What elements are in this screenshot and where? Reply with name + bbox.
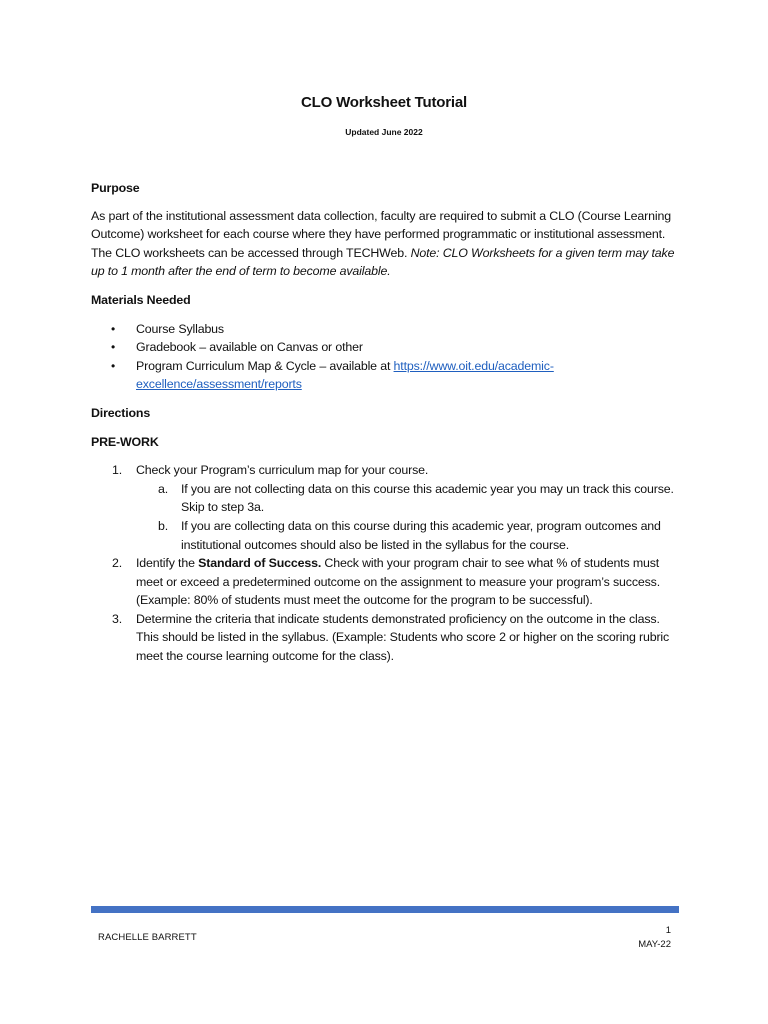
purpose-note: Note: CLO Worksheets for a given term may take up to 1 month after the end of term to become available. <box>91 245 675 279</box>
step-item <box>91 554 681 610</box>
bullet-icon: • <box>111 358 116 373</box>
step-number: 1. <box>112 463 123 478</box>
list-item <box>91 320 681 339</box>
document-title: CLO Worksheet Tutorial <box>301 94 467 111</box>
bullet-icon: • <box>111 340 116 355</box>
standard-of-success-term: Standard of Success. <box>198 556 322 571</box>
substep-letter: b. <box>158 518 169 533</box>
step-number: 3. <box>112 611 123 626</box>
footer-author: RACHELLE BARRETT <box>98 932 197 943</box>
list-item <box>91 357 681 394</box>
directions-heading: Directions <box>91 405 151 420</box>
step-text: Check your Program’s curriculum map for your course. <box>136 463 429 478</box>
purpose-heading: Purpose <box>91 181 140 195</box>
substep-text: If you are collecting data on this course during this academic year, program outcomes and institutional outcomes should also be listed in the syllabus for the course. <box>181 518 661 552</box>
prework-heading: PRE-WORK <box>91 434 159 449</box>
footer-rule <box>91 906 679 913</box>
purpose-paragraph <box>91 207 681 281</box>
steps-list <box>91 461 681 666</box>
material-label: Course Syllabus <box>136 321 224 336</box>
material-label: Program Curriculum Map & Cycle – available at <box>136 358 394 373</box>
step-text-after: Check with your program chair to see what % of students must meet or exceed a predetermined outcome on the assignment to measure your program’s success. (Example: 80% of students must meet the outcome for the program to be successful). <box>136 556 661 608</box>
footer-page-number: 1 <box>665 925 671 936</box>
step-text-before: Identify the <box>136 556 199 571</box>
material-label: Gradebook – available on Canvas or other <box>136 340 363 355</box>
list-item <box>91 338 681 357</box>
footer-date: MAY-22 <box>638 939 671 950</box>
substeps-list <box>136 480 681 554</box>
substep-item <box>91 517 681 554</box>
step-item <box>91 461 681 554</box>
document-body <box>91 179 681 666</box>
updated-date: Updated June 2022 <box>345 127 423 137</box>
bullet-icon: • <box>111 321 116 336</box>
substep-item <box>91 480 681 517</box>
substep-text: If you are not collecting data on this course this academic year you may un track this course. Skip to step 3a. <box>181 481 674 515</box>
step-item <box>91 610 681 666</box>
step-number: 2. <box>112 556 123 571</box>
assessment-reports-link[interactable]: https://www.oit.edu/academic-excellence/assessment/reports <box>136 358 554 392</box>
materials-list <box>91 320 681 394</box>
materials-heading: Materials Needed <box>91 292 191 307</box>
purpose-text: As part of the institutional assessment data collection, faculty are required to submit a CLO (Course Learning Outcome) worksheet for each course where they have performed programmatic or institutional assessment. The CLO worksheets can be accessed through TECHWeb. <box>91 208 671 260</box>
step-text: Determine the criteria that indicate students demonstrated proficiency on the outcome in the class. This should be listed in the syllabus. (Example: Students who score 2 or higher on the scoring rubric meet the course learning outcome for the class). <box>136 611 670 664</box>
substep-letter: a. <box>158 481 169 496</box>
